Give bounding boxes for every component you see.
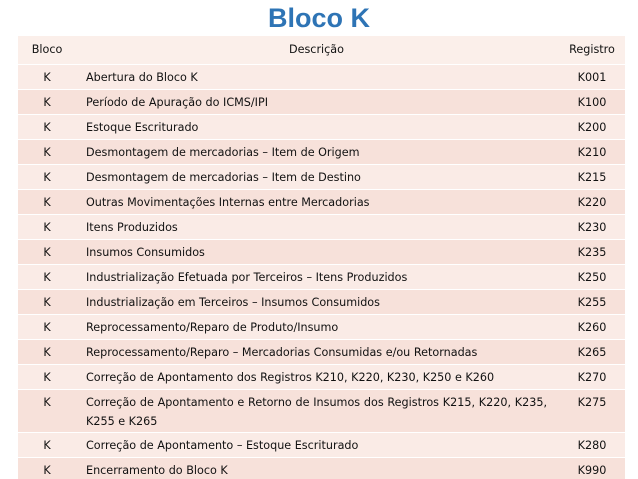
table-row [18, 214, 625, 239]
table-row [18, 64, 625, 89]
table-row [18, 189, 625, 214]
table-row [18, 89, 625, 114]
cell-registro: K250 [577, 271, 607, 284]
cell-bloco: K [43, 171, 51, 184]
cell-bloco: K [43, 321, 51, 334]
cell-descricao: Itens Produzidos [86, 221, 178, 234]
cell-descricao: Desmontagem de mercadorias – Item de Origem [86, 146, 360, 159]
cell-registro: K280 [577, 439, 607, 452]
cell-registro: K100 [577, 96, 607, 109]
cell-descricao: Insumos Consumidos [86, 246, 205, 259]
table-row [18, 364, 625, 389]
table-row [18, 289, 625, 314]
cell-bloco: K [43, 346, 51, 359]
cell-bloco: K [43, 439, 51, 452]
cell-bloco: K [43, 221, 51, 234]
cell-registro: K210 [577, 146, 607, 159]
cell-registro: K255 [577, 296, 607, 309]
cell-bloco: K [43, 371, 51, 384]
table-row [18, 114, 625, 139]
cell-descricao: Abertura do Bloco K [86, 71, 198, 84]
cell-bloco: K [43, 121, 51, 134]
table-row [18, 432, 625, 457]
table-row [18, 139, 625, 164]
cell-descricao: Reprocessamento/Reparo – Mercadorias Consumidas e/ou Retornadas [86, 346, 478, 359]
cell-descricao: Reprocessamento/Reparo de Produto/Insumo [86, 321, 339, 334]
cell-descricao: Correção de Apontamento dos Registros K210, K220, K230, K250 e K260 [86, 371, 495, 384]
cell-registro: K265 [577, 346, 607, 359]
cell-registro: K220 [577, 196, 607, 209]
cell-descricao: Industrialização em Terceiros – Insumos Consumidos [86, 296, 380, 309]
cell-registro: K990 [577, 464, 607, 477]
cell-bloco: K [43, 146, 51, 159]
table-row [18, 339, 625, 364]
registers-table [18, 36, 625, 479]
cell-bloco: K [43, 71, 51, 84]
cell-descricao: Correção de Apontamento e Retorno de Insumos dos Registros K215, K220, K235, K255 e K265 [86, 396, 547, 428]
page-title: Bloco K [267, 3, 370, 33]
cell-bloco: K [43, 464, 51, 477]
cell-descricao: Desmontagem de mercadorias – Item de Destino [86, 171, 361, 184]
header-bloco: Bloco [31, 43, 63, 56]
table-row [18, 239, 625, 264]
cell-registro: K275 [577, 396, 607, 409]
table-row [18, 164, 625, 189]
cell-bloco: K [43, 246, 51, 259]
cell-descricao: Correção de Apontamento – Estoque Escriturado [86, 439, 359, 452]
cell-registro: K270 [577, 371, 607, 384]
cell-descricao: Industrialização Efetuada por Terceiros – Itens Produzidos [86, 271, 408, 284]
cell-registro: K215 [577, 171, 607, 184]
table-row [18, 389, 625, 432]
cell-registro: K260 [577, 321, 607, 334]
cell-registro: K001 [577, 71, 607, 84]
cell-registro: K200 [577, 121, 607, 134]
cell-bloco: K [43, 96, 51, 109]
cell-bloco: K [43, 196, 51, 209]
table-row [18, 264, 625, 289]
table-row [18, 457, 625, 479]
header-registro: Registro [569, 43, 615, 56]
table-header-row [18, 36, 625, 64]
cell-bloco: K [43, 271, 51, 284]
table-row [18, 314, 625, 339]
cell-bloco: K [43, 396, 51, 409]
cell-descricao: Período de Apuração do ICMS/IPI [86, 96, 269, 109]
cell-descricao: Outras Movimentações Internas entre Mercadorias [86, 196, 370, 209]
cell-descricao: Estoque Escriturado [86, 121, 199, 134]
cell-registro: K230 [577, 221, 607, 234]
cell-descricao: Encerramento do Bloco K [86, 464, 228, 477]
cell-registro: K235 [577, 246, 607, 259]
cell-bloco: K [43, 296, 51, 309]
header-descricao: Descrição [288, 43, 345, 56]
